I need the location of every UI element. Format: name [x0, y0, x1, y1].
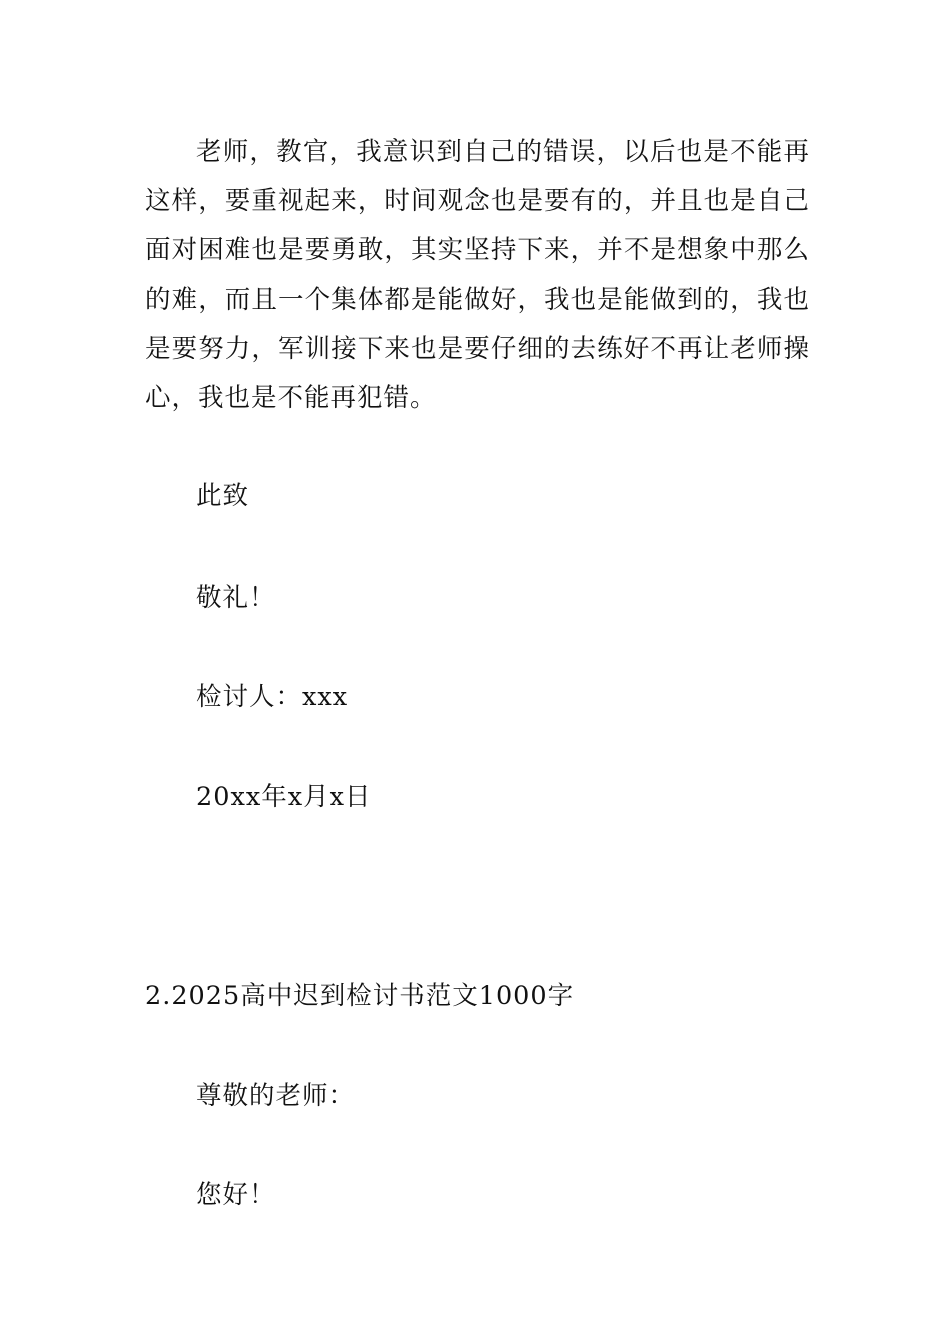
- hello-line: 您好！: [196, 1180, 276, 1210]
- date-line: 20xx年x月x日: [196, 782, 372, 812]
- closing-salutation-2: 敬礼！: [196, 583, 276, 613]
- body-paragraph: 老师，教官，我意识到自己的错误，以后也是不能再这样，要重视起来，时间观念也是要有的，并且也是自己面对困难也是要勇敢，其实坚持下来，并不是想象中那么的难，而且一个集体都是能做好，我也是能做到的，我也是要努力，军训接下来也是要仔细的去练好不再让老师操心，我也是不能再犯错。: [145, 137, 810, 414]
- signer-line: 检讨人：xxx: [196, 682, 349, 712]
- closing-salutation-1: 此致: [196, 481, 250, 511]
- greeting-line: 尊敬的老师：: [196, 1081, 356, 1111]
- section-heading: 2.2025高中迟到检讨书范文1000字: [145, 981, 575, 1011]
